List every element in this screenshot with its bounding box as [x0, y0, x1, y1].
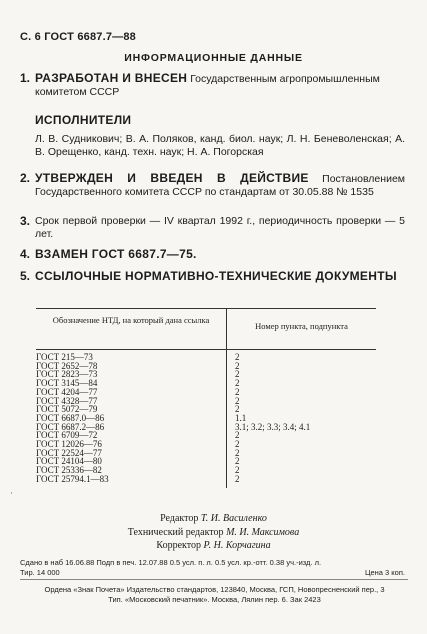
- document-ref: ГОСТ 6687.0—86: [36, 412, 105, 423]
- item-ref: 2: [235, 360, 240, 371]
- item-ref: 2: [235, 473, 240, 484]
- item-2-lead: УТВЕРЖДЕН И ВВЕДЕН В ДЕЙСТВИЕ: [35, 171, 309, 185]
- editor-label: Редактор: [160, 513, 199, 524]
- item-ref: 2: [235, 447, 240, 458]
- item-ref: 2: [235, 352, 240, 362]
- item-ref: 2: [235, 378, 240, 389]
- item-ref: 1.1: [235, 412, 247, 423]
- item-2-text: Постановлением Государственного комитета СССР по стандартам от 30.05.88 № 1535: [35, 173, 405, 198]
- document-ref: ГОСТ 5072—79: [36, 404, 98, 415]
- document-ref: ГОСТ 25794.1—83: [36, 473, 109, 484]
- document-ref: ГОСТ 215—73: [36, 352, 93, 362]
- print-run: Тир. 14 000: [20, 568, 60, 577]
- item-3-number: 3.: [20, 214, 31, 228]
- table-header: [36, 308, 376, 350]
- item-ref: 3.1; 3.2; 3.3; 3.4; 4.1: [235, 421, 311, 432]
- tech-editor-line: [0, 526, 427, 540]
- imprint-line-4: Тип. «Московский печатник». Москва, Лялин пер. 6. Зак 2423: [108, 595, 321, 604]
- price: Цена 3 коп.: [364, 568, 405, 577]
- document-ref: ГОСТ 4328—77: [36, 395, 98, 406]
- item-4-number: 4.: [20, 247, 31, 261]
- running-header: С. 6 ГОСТ 6687.7—88: [20, 31, 137, 43]
- item-ref: 2: [235, 456, 240, 467]
- item-5-text: ССЫЛОЧНЫЕ НОРМАТИВНО-ТЕХНИЧЕСКИЕ ДОКУМЕНТЫ: [35, 269, 397, 283]
- item-5: [20, 270, 405, 283]
- document-ref: ГОСТ 6709—72: [36, 430, 98, 441]
- item-ref: 2: [235, 386, 240, 397]
- item-ref: 2: [235, 369, 240, 380]
- item-ref: 2: [235, 395, 240, 406]
- editor-name: Т. И. Василенко: [200, 513, 267, 524]
- item-2-number: 2.: [20, 171, 31, 185]
- imprint-line-1: Сдано в наб 16.06.88 Подп в печ. 12.07.88 0.5 усл. п. л. 0.5 усл. кр.-отт. 0.38 уч.-изд. л.: [20, 558, 322, 567]
- item-3: [20, 215, 405, 241]
- document-ref: ГОСТ 4204—77: [36, 386, 98, 397]
- item-4: [20, 248, 405, 261]
- credits: [0, 512, 427, 553]
- item-1-text: Государственным агропромышленным комитетом СССР: [35, 73, 380, 98]
- imprint-line-2: [20, 568, 409, 578]
- executors-list: Л. В. Судникович; В. А. Поляков, канд. биол. наук; Л. Н. Беневоленская; А. В. Орещенко, канд. техн. наук; Н. А. Погорская: [35, 133, 405, 158]
- item-ref: 2: [235, 430, 240, 441]
- item-ref: 2: [235, 465, 240, 476]
- item-ref: 2: [235, 404, 240, 415]
- margin-mark: ·: [10, 488, 13, 498]
- imprint-rule: [20, 579, 408, 580]
- tech-editor-label: Технический редактор: [127, 526, 224, 538]
- document-ref: ГОСТ 3145—84: [36, 378, 98, 389]
- corrector-name: Р. Н. Корчагина: [203, 540, 271, 551]
- section-title: ИНФОРМАЦИОННЫЕ ДАННЫЕ: [124, 52, 303, 64]
- item-1-lead: РАЗРАБОТАН И ВНЕСЕН: [35, 71, 188, 85]
- item-5-number: 5.: [20, 269, 31, 283]
- column-header-document: Обозначение НТД, на который дана ссылка: [52, 315, 210, 325]
- column-header-item: Номер пункта, подпункта: [255, 321, 348, 331]
- corrector-label: Корректор: [156, 540, 201, 551]
- imprint-line-3: Ордена «Знак Почета» Издательство стандартов, 123840, Москва, ГСП, Новопресненский пер., 3: [44, 585, 385, 594]
- document-ref: ГОСТ 6687.2—86: [36, 421, 105, 432]
- tech-editor-name: М. И. Максимова: [226, 526, 300, 538]
- item-2: [20, 172, 405, 199]
- item-3-text: Срок первой проверки — IV квартал 1992 г., периодичность проверки — 5 лет.: [35, 215, 405, 240]
- executors-heading: ИСПОЛНИТЕЛИ: [35, 113, 132, 127]
- editor-line: [0, 512, 427, 526]
- document-ref: ГОСТ 24104—80: [36, 456, 102, 467]
- document-ref: ГОСТ 2652—78: [36, 360, 98, 371]
- item-1: [20, 72, 405, 99]
- item-4-text: ВЗАМЕН ГОСТ 6687.7—75.: [35, 247, 197, 261]
- item-ref: 2: [235, 439, 240, 449]
- document-ref: ГОСТ 25336—82: [36, 465, 102, 476]
- item-1-number: 1.: [20, 71, 31, 85]
- document-ref: ГОСТ 2823—73: [36, 369, 98, 380]
- document-ref: ГОСТ 12026—76: [36, 439, 102, 449]
- corrector-line: [0, 539, 427, 553]
- document-ref: ГОСТ 22524—77: [36, 447, 102, 458]
